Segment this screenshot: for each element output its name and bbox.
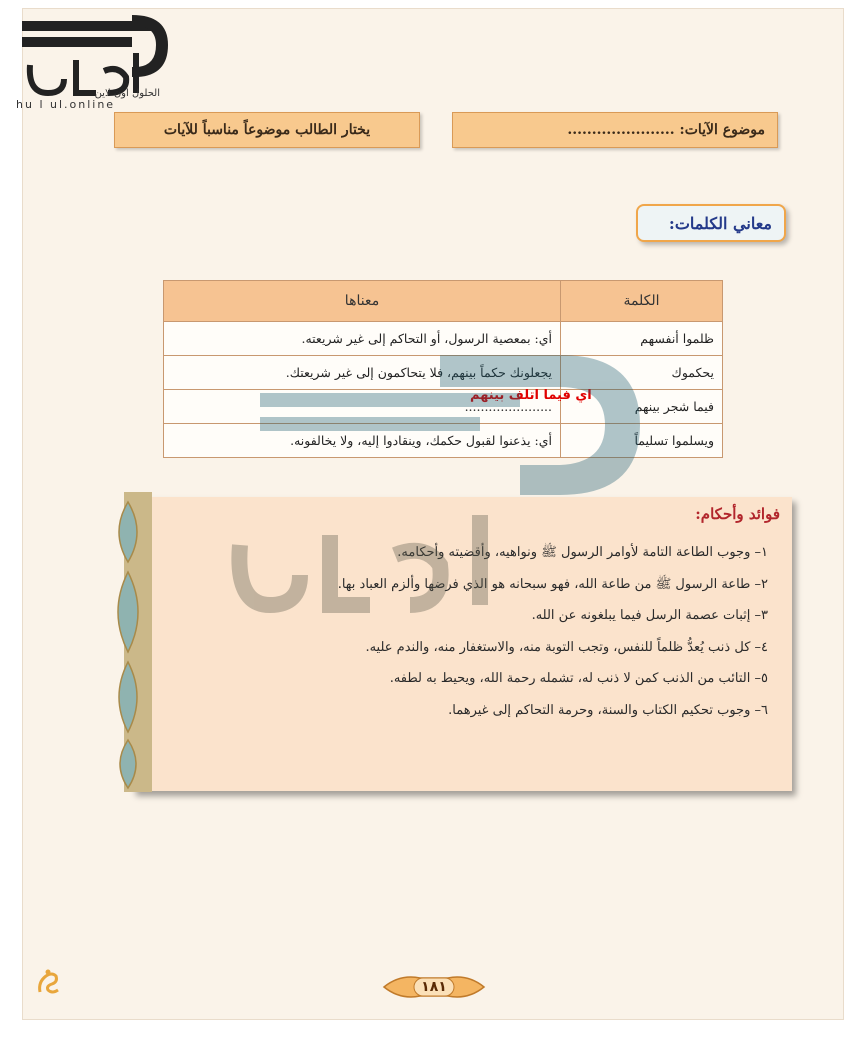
hint-box	[114, 112, 420, 148]
table-row	[164, 424, 723, 458]
word-cell: يحكموك	[561, 356, 723, 390]
word-cell: فيما شجر بينهم	[561, 390, 723, 424]
benefits-box	[132, 497, 792, 791]
table-header-row	[164, 281, 723, 322]
table-row	[164, 322, 723, 356]
header-word: الكلمة	[561, 281, 723, 322]
page-number: ١٨١	[421, 979, 447, 995]
topic-box	[452, 112, 778, 148]
meaning-cell: أي: يذعنوا لقبول حكمك، وينقادوا إليه، ولا يخالفونه.	[164, 424, 561, 458]
list-item: ١– وجوب الطاعة التامة لأوامر الرسول ﷺ ونواهيه، وأقضيته وأحكامه.	[397, 545, 768, 560]
table-row	[164, 390, 723, 424]
word-meanings-table	[163, 280, 723, 458]
word-cell: ويسلموا تسليماً	[561, 424, 723, 458]
meaning-cell: أي: بمعصية الرسول، أو التحاكم إلى غير شريعته.	[164, 322, 561, 356]
section-title	[636, 204, 786, 242]
header-meaning: معناها	[164, 281, 561, 322]
list-item: ٥– التائب من الذنب كمن لا ذنب له، تشمله رحمة الله، ويحيط به لطفه.	[389, 671, 768, 686]
word-cell: ظلموا أنفسهم	[561, 322, 723, 356]
handwritten-answer-note: اي فيما اتلف بينهم	[470, 388, 592, 403]
list-item: ٢– طاعة الرسول ﷺ من طاعة الله، فهو سبحانه هو الذي فرضها وألزم العباد بها.	[337, 576, 768, 592]
ornament-border	[104, 492, 154, 792]
table-row	[164, 356, 723, 390]
list-item: ٤– كل ذنب يُعدُّ ظلماً للنفس، وتجب التوبة منه، والاستغفار منه، والندم عليه.	[365, 639, 768, 655]
corner-badge-icon	[36, 968, 60, 996]
meaning-cell: يجعلونك حكماً بينهم، فلا يتحاكمون إلى غير شريعتك.	[164, 356, 561, 390]
section-title-text: معاني الكلمات:	[668, 213, 772, 233]
hint-text: يختار الطالب موضوعاً مناسباً للآيات	[163, 122, 371, 138]
logo-arabic-text: الحلول اون لاين	[94, 88, 160, 99]
topic-label: موضوع الآيات: ......................	[567, 122, 765, 138]
list-item: ٦– وجوب تحكيم الكتاب والسنة، وحرمة التحاكم إلى غيرهما.	[448, 702, 768, 718]
benefits-list	[168, 537, 768, 726]
list-item: ٣– إثبات عصمة الرسل فيما يبلغونه عن الله.	[531, 608, 768, 623]
meaning-cell: ......................	[164, 390, 561, 424]
benefits-title: فوائد وأحكام:	[695, 505, 780, 523]
logo-url-text: hu l ul.online	[16, 98, 116, 111]
